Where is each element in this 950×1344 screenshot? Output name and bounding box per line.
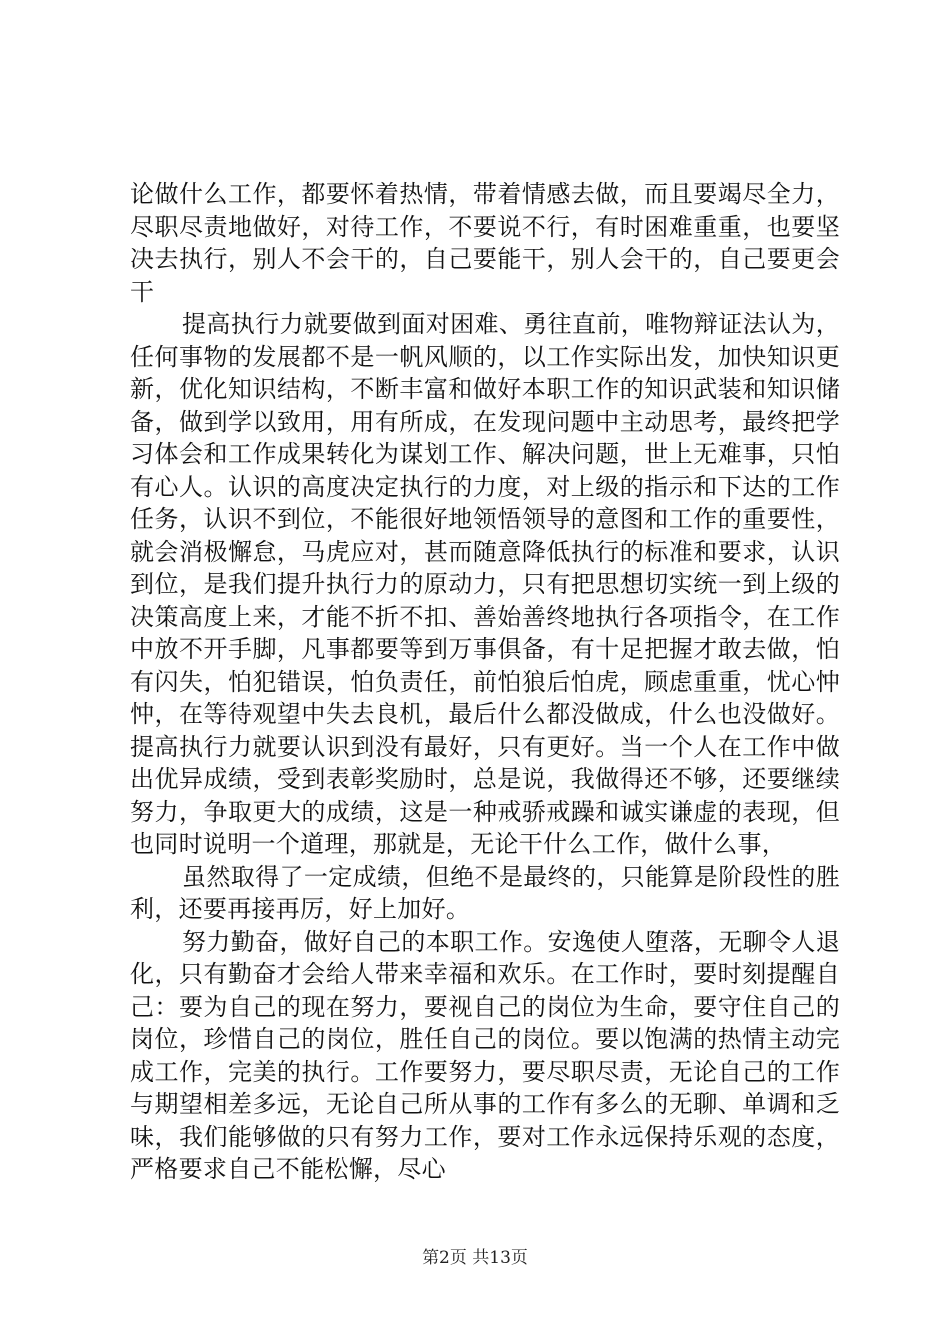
paragraph-4: 努力勤奋，做好自己的本职工作。安逸使人堕落，无聊令人退化，只有勤奋才会给人带来幸福和欢乐。在工作时，要时刻提醒自己：要为自己的现在努力，要视自己的岗位为生命，要守住自己的岗位，珍惜自己的岗位，胜任自己的岗位。要以饱满的热情主动完成工作，完美的执行。工作要努力，要尽职尽责，无论自己的工作与期望相差多远，无论自己所从事的工作有多么的无聊、单调和乏味，我们能够做的只有努力工作，要对工作永远保持乐观的态度，严格要求自己不能松懈，尽心 — [130, 927, 840, 1183]
paragraph-3: 虽然取得了一定成绩，但绝不是最终的，只能算是阶段性的胜利，还要再接再厉，好上加好。 — [130, 862, 840, 923]
page-number-footer: 第2页 共13页 — [422, 1248, 528, 1268]
document-body — [130, 178, 840, 1186]
paragraph-1: 论做什么工作，都要怀着热情，带着情感去做，而且要竭尽全力，尽职尽责地做好，对待工作，不要说不行，有时困难重重，也要坚决去执行，别人不会干的，自己要能干，别人会干的，自己要更会干 — [130, 180, 840, 306]
paragraph-2: 提高执行力就要做到面对困难、勇往直前，唯物辩证法认为，任何事物的发展都不是一帆风顺的，以工作实际出发，加快知识更新，优化知识结构，不断丰富和做好本职工作的知识武装和知识储备，做到学以致用，用有所成，在发现问题中主动思考，最终把学习体会和工作成果转化为谋划工作、解决问题，世上无难事，只怕有心人。认识的高度决定执行的力度，对上级的指示和下达的工作任务，认识不到位，不能很好地领悟领导的意图和工作的重要性，就会消极懈怠，马虎应对，甚而随意降低执行的标准和要求，认识到位，是我们提升执行力的原动力，只有把思想切实统一到上级的决策高度上来，才能不折不扣、善始善终地执行各项指令，在工作中放不开手脚，凡事都要等到万事俱备，有十足把握才敢去做，怕有闪失，怕犯错误，怕负责任，前怕狼后怕虎，顾虑重重，忧心忡忡，在等待观望中失去良机，最后什么都没做成，什么也没做好。提高执行力就要认识到没有最好，只有更好。当一个人在工作中做出优异成绩，受到表彰奖励时，总是说，我做得还不够，还要继续努力，争取更大的成绩，这是一种戒骄戒躁和诚实谦虚的表现，但也同时说明一个道理，那就是，无论干什么工作，做什么事， — [130, 310, 840, 858]
